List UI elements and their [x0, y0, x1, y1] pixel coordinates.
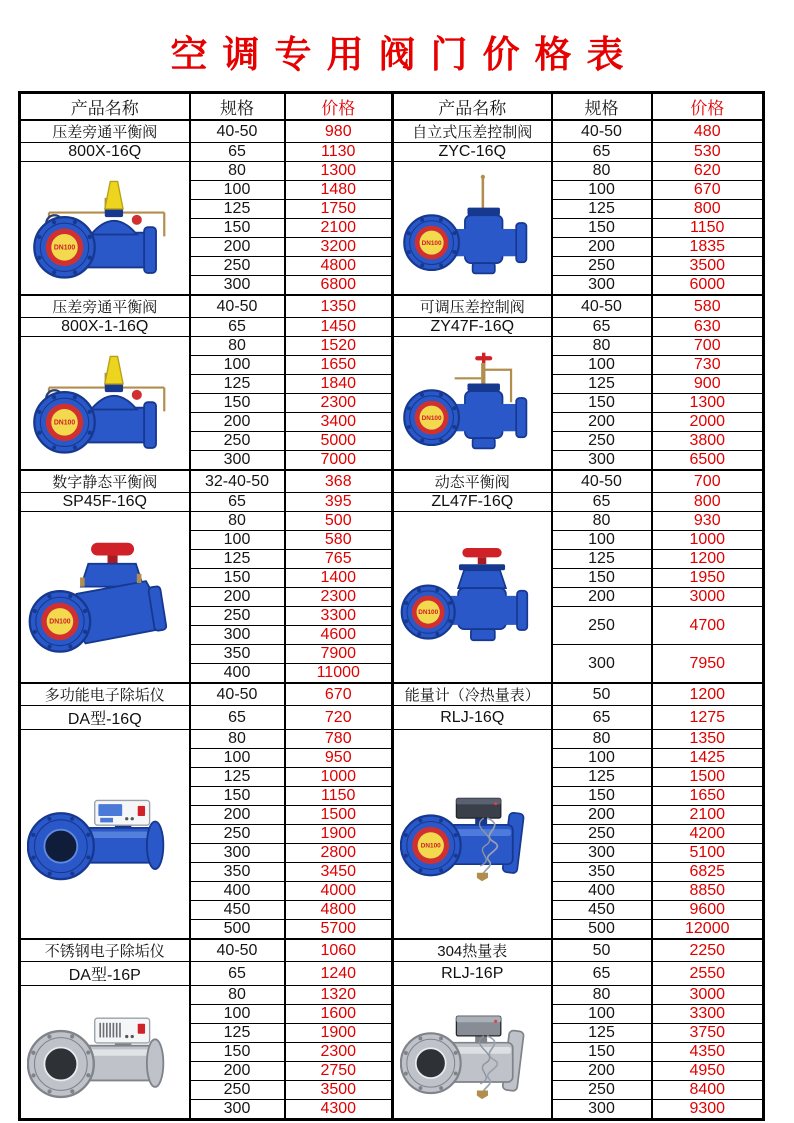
svg-text:DN100: DN100: [421, 414, 442, 422]
spec-cell: 300: [552, 276, 652, 296]
spec-cell: 80: [552, 986, 652, 1005]
spec-cell: 125: [552, 550, 652, 569]
product-image-cell: [393, 730, 552, 940]
price-table: [18, 91, 765, 1121]
table-body: [20, 120, 764, 1120]
price-cell: 800: [652, 493, 764, 512]
spec-cell: 250: [190, 825, 285, 844]
table-row: [20, 318, 764, 337]
product-image-cell: [393, 512, 552, 684]
spec-cell: 100: [552, 1005, 652, 1024]
spec-cell: 300: [190, 1100, 285, 1120]
price-cell: 2750: [285, 1062, 393, 1081]
spec-cell: 400: [190, 882, 285, 901]
price-cell: 1275: [652, 706, 764, 730]
svg-text:DN100: DN100: [49, 618, 71, 626]
spec-cell: 200: [190, 588, 285, 607]
model-cell: RLJ-16Q: [393, 706, 552, 730]
svg-text:DN100: DN100: [53, 419, 76, 427]
heatmeter-blue-image: [395, 734, 550, 935]
spec-cell: 400: [552, 882, 652, 901]
spec-cell: 150: [190, 1043, 285, 1062]
price-cell: 12000: [652, 920, 764, 940]
spec-cell: 100: [190, 1005, 285, 1024]
valve-zyc-image: [395, 165, 550, 291]
price-cell: 1500: [652, 768, 764, 787]
price-cell: 7900: [285, 645, 393, 664]
model-cell: DA型-16P: [20, 962, 190, 986]
model-cell: ZY47F-16Q: [393, 318, 552, 337]
price-cell: 3450: [285, 863, 393, 882]
spec-cell: 200: [190, 806, 285, 825]
spec-cell: 40-50: [190, 683, 285, 706]
spec-cell: 125: [552, 375, 652, 394]
product-image-cell: [20, 730, 190, 940]
spec-cell: 125: [190, 200, 285, 219]
spec-cell: 125: [190, 768, 285, 787]
spec-cell: 80: [552, 337, 652, 356]
price-cell: 4950: [652, 1062, 764, 1081]
table-row: [20, 337, 764, 356]
spec-cell: 50: [552, 683, 652, 706]
col-header-product-right: 产品名称: [393, 93, 552, 121]
spec-cell: 40-50: [552, 120, 652, 143]
spec-cell: 80: [190, 730, 285, 749]
price-cell: 1060: [285, 939, 393, 962]
price-cell: 1520: [285, 337, 393, 356]
price-cell: 3300: [652, 1005, 764, 1024]
table-header: [20, 93, 764, 121]
spec-cell: 300: [552, 844, 652, 863]
price-cell: 730: [652, 356, 764, 375]
spec-cell: 80: [190, 337, 285, 356]
price-cell: 670: [285, 683, 393, 706]
spec-cell: 250: [190, 1081, 285, 1100]
model-cell: ZL47F-16Q: [393, 493, 552, 512]
price-cell: 480: [652, 120, 764, 143]
price-cell: 780: [285, 730, 393, 749]
page-title: 空调专用阀门价格表: [170, 34, 639, 75]
spec-cell: 65: [552, 143, 652, 162]
price-cell: 4000: [285, 882, 393, 901]
price-cell: 11000: [285, 664, 393, 684]
spec-cell: 40-50: [190, 295, 285, 318]
table-row: [20, 493, 764, 512]
price-cell: 580: [652, 295, 764, 318]
price-cell: 4350: [652, 1043, 764, 1062]
table-row: [20, 295, 764, 318]
spec-cell: 350: [552, 863, 652, 882]
table-row: [20, 730, 764, 749]
model-cell: DA型-16Q: [20, 706, 190, 730]
spec-cell: 250: [190, 432, 285, 451]
price-cell: 3300: [285, 607, 393, 626]
price-cell: 2300: [285, 1043, 393, 1062]
price-cell: 620: [652, 162, 764, 181]
spec-cell: 100: [190, 356, 285, 375]
spec-cell: 80: [190, 162, 285, 181]
spec-cell: 400: [190, 664, 285, 684]
price-cell: 765: [285, 550, 393, 569]
product-image-cell: [20, 337, 190, 471]
price-cell: 5700: [285, 920, 393, 940]
svg-text:DN100: DN100: [53, 244, 76, 252]
spec-cell: 125: [552, 768, 652, 787]
spec-cell: 500: [552, 920, 652, 940]
spec-cell: 150: [190, 219, 285, 238]
col-header-spec-left: 规格: [190, 93, 285, 121]
price-cell: 700: [652, 470, 764, 493]
spec-cell: 50: [552, 939, 652, 962]
price-cell: 670: [652, 181, 764, 200]
spec-cell: 300: [190, 844, 285, 863]
spec-cell: 80: [190, 986, 285, 1005]
name-cell: 多功能电子除垢仪: [20, 683, 190, 706]
price-cell: 3000: [652, 986, 764, 1005]
price-cell: 1600: [285, 1005, 393, 1024]
spec-cell: 125: [190, 1024, 285, 1043]
table-row: [20, 120, 764, 143]
spec-cell: 450: [552, 901, 652, 920]
spec-cell: 80: [552, 512, 652, 531]
spec-cell: 65: [552, 318, 652, 337]
price-cell: 630: [652, 318, 764, 337]
model-cell: 800X-16Q: [20, 143, 190, 162]
price-cell: 8850: [652, 882, 764, 901]
table-row: [20, 683, 764, 706]
price-cell: 4300: [285, 1100, 393, 1120]
valve-zy47f-image: [395, 340, 550, 466]
table-row: [20, 962, 764, 986]
price-cell: 930: [652, 512, 764, 531]
spec-cell: 100: [552, 749, 652, 768]
valve-sp45f-image: [22, 515, 188, 678]
spec-cell: 200: [552, 413, 652, 432]
spec-cell: 40-50: [190, 939, 285, 962]
price-cell: 1480: [285, 181, 393, 200]
price-cell: 1950: [652, 569, 764, 588]
pilot-valve-800x-image: [22, 165, 188, 291]
price-cell: 368: [285, 470, 393, 493]
spec-cell: 300: [552, 645, 652, 684]
spec-cell: 250: [552, 825, 652, 844]
header-row: [20, 93, 764, 121]
spec-cell: 300: [190, 626, 285, 645]
price-cell: 1900: [285, 825, 393, 844]
col-header-price-right: 价格: [652, 93, 764, 121]
spec-cell: 80: [552, 162, 652, 181]
name-cell: 不锈钢电子除垢仪: [20, 939, 190, 962]
price-cell: 500: [285, 512, 393, 531]
price-cell: 1900: [285, 1024, 393, 1043]
product-image-cell: [393, 162, 552, 296]
spec-cell: 250: [552, 432, 652, 451]
price-cell: 1150: [652, 219, 764, 238]
price-cell: 530: [652, 143, 764, 162]
col-header-product-left: 产品名称: [20, 93, 190, 121]
spec-cell: 40-50: [552, 470, 652, 493]
spec-cell: 200: [552, 806, 652, 825]
price-cell: 2800: [285, 844, 393, 863]
price-cell: 1000: [285, 768, 393, 787]
table-row: [20, 143, 764, 162]
spec-cell: 150: [190, 394, 285, 413]
spec-cell: 40-50: [190, 120, 285, 143]
name-cell: 压差旁通平衡阀: [20, 295, 190, 318]
spec-cell: 150: [552, 219, 652, 238]
spec-cell: 125: [552, 200, 652, 219]
price-cell: 4800: [285, 257, 393, 276]
spec-cell: 350: [190, 645, 285, 664]
spec-cell: 125: [190, 550, 285, 569]
model-cell: RLJ-16P: [393, 962, 552, 986]
price-cell: 1000: [652, 531, 764, 550]
price-cell: 800: [652, 200, 764, 219]
price-cell: 6800: [285, 276, 393, 296]
price-cell: 900: [652, 375, 764, 394]
spec-cell: 450: [190, 901, 285, 920]
table-row: [20, 470, 764, 493]
name-cell: 304热量表: [393, 939, 552, 962]
spec-cell: 350: [190, 863, 285, 882]
spec-cell: 65: [190, 706, 285, 730]
price-cell: 1425: [652, 749, 764, 768]
price-cell: 2100: [285, 219, 393, 238]
spec-cell: 300: [552, 1100, 652, 1120]
spec-cell: 300: [190, 451, 285, 471]
table-row: [20, 986, 764, 1005]
name-cell: 压差旁通平衡阀: [20, 120, 190, 143]
pilot-valve-800x1-image: [22, 340, 188, 466]
price-cell: 1130: [285, 143, 393, 162]
name-cell: 自立式压差控制阀: [393, 120, 552, 143]
spec-cell: 65: [190, 143, 285, 162]
price-cell: 1400: [285, 569, 393, 588]
product-image-cell: [20, 512, 190, 684]
descaler-steel-image: [22, 989, 188, 1115]
price-cell: 700: [652, 337, 764, 356]
price-cell: 1300: [285, 162, 393, 181]
spec-cell: 65: [552, 493, 652, 512]
product-image-cell: [393, 337, 552, 471]
spec-cell: 150: [190, 569, 285, 588]
price-cell: 3750: [652, 1024, 764, 1043]
price-cell: 4800: [285, 901, 393, 920]
spec-cell: 65: [190, 962, 285, 986]
table-row: [20, 512, 764, 531]
spec-cell: 250: [190, 257, 285, 276]
price-cell: 2300: [285, 394, 393, 413]
price-cell: 3200: [285, 238, 393, 257]
valve-zl47f-image: [395, 515, 550, 678]
name-cell: 能量计（冷热量表）: [393, 683, 552, 706]
spec-cell: 500: [190, 920, 285, 940]
spec-cell: 250: [552, 607, 652, 645]
price-cell: 720: [285, 706, 393, 730]
price-cell: 1650: [652, 787, 764, 806]
price-cell: 395: [285, 493, 393, 512]
spec-cell: 250: [552, 1081, 652, 1100]
price-cell: 1240: [285, 962, 393, 986]
price-cell: 3000: [652, 588, 764, 607]
price-cell: 1835: [652, 238, 764, 257]
price-cell: 6000: [652, 276, 764, 296]
table-row: [20, 706, 764, 730]
price-cell: 5100: [652, 844, 764, 863]
svg-text:DN100: DN100: [417, 609, 438, 617]
price-cell: 2100: [652, 806, 764, 825]
price-cell: 5000: [285, 432, 393, 451]
spec-cell: 200: [552, 588, 652, 607]
price-cell: 3500: [285, 1081, 393, 1100]
spec-cell: 150: [552, 1043, 652, 1062]
price-cell: 2000: [652, 413, 764, 432]
spec-cell: 40-50: [552, 295, 652, 318]
spec-cell: 150: [552, 569, 652, 588]
spec-cell: 200: [190, 238, 285, 257]
price-cell: 1500: [285, 806, 393, 825]
spec-cell: 200: [552, 1062, 652, 1081]
spec-cell: 100: [190, 531, 285, 550]
product-image-cell: [20, 986, 190, 1120]
spec-cell: 80: [552, 730, 652, 749]
price-cell: 1350: [652, 730, 764, 749]
price-cell: 950: [285, 749, 393, 768]
spec-cell: 300: [190, 276, 285, 296]
name-cell: 动态平衡阀: [393, 470, 552, 493]
price-cell: 6825: [652, 863, 764, 882]
price-cell: 6500: [652, 451, 764, 471]
product-image-cell: [393, 986, 552, 1120]
spec-cell: 65: [190, 493, 285, 512]
spec-cell: 100: [552, 531, 652, 550]
name-cell: 数字静态平衡阀: [20, 470, 190, 493]
svg-text:DN100: DN100: [421, 239, 442, 247]
spec-cell: 65: [190, 318, 285, 337]
price-cell: 2250: [652, 939, 764, 962]
spec-cell: 200: [190, 1062, 285, 1081]
price-cell: 7000: [285, 451, 393, 471]
price-cell: 1320: [285, 986, 393, 1005]
spec-cell: 125: [552, 1024, 652, 1043]
spec-cell: 150: [552, 787, 652, 806]
col-header-price-left: 价格: [285, 93, 393, 121]
price-cell: 9600: [652, 901, 764, 920]
spec-cell: 32-40-50: [190, 470, 285, 493]
price-cell: 580: [285, 531, 393, 550]
price-cell: 3400: [285, 413, 393, 432]
model-cell: 800X-1-16Q: [20, 318, 190, 337]
price-cell: 4600: [285, 626, 393, 645]
price-cell: 1750: [285, 200, 393, 219]
product-image-cell: [20, 162, 190, 296]
price-cell: 2300: [285, 588, 393, 607]
spec-cell: 200: [552, 238, 652, 257]
spec-cell: 150: [190, 787, 285, 806]
svg-text:DN100: DN100: [420, 842, 441, 850]
price-cell: 1650: [285, 356, 393, 375]
price-cell: 1840: [285, 375, 393, 394]
price-cell: 980: [285, 120, 393, 143]
name-cell: 可调压差控制阀: [393, 295, 552, 318]
spec-cell: 80: [190, 512, 285, 531]
price-cell: 1300: [652, 394, 764, 413]
spec-cell: 100: [552, 181, 652, 200]
model-cell: SP45F-16Q: [20, 493, 190, 512]
spec-cell: 150: [552, 394, 652, 413]
table-row: [20, 939, 764, 962]
col-header-spec-right: 规格: [552, 93, 652, 121]
spec-cell: 200: [190, 413, 285, 432]
price-cell: 1150: [285, 787, 393, 806]
price-cell: 1350: [285, 295, 393, 318]
spec-cell: 65: [552, 962, 652, 986]
model-cell: ZYC-16Q: [393, 143, 552, 162]
descaler-blue-image: [22, 734, 188, 935]
price-cell: 8400: [652, 1081, 764, 1100]
price-cell: 2550: [652, 962, 764, 986]
price-cell: 1200: [652, 683, 764, 706]
price-cell: 1450: [285, 318, 393, 337]
price-cell: 4700: [652, 607, 764, 645]
spec-cell: 125: [190, 375, 285, 394]
price-cell: 7950: [652, 645, 764, 684]
table-row: [20, 162, 764, 181]
price-cell: 3800: [652, 432, 764, 451]
heatmeter-steel-image: [395, 989, 550, 1115]
price-cell: 1200: [652, 550, 764, 569]
spec-cell: 250: [552, 257, 652, 276]
spec-cell: 300: [552, 451, 652, 471]
spec-cell: 65: [552, 706, 652, 730]
spec-cell: 100: [190, 181, 285, 200]
spec-cell: 250: [190, 607, 285, 626]
price-cell: 4200: [652, 825, 764, 844]
spec-cell: 100: [552, 356, 652, 375]
spec-cell: 100: [190, 749, 285, 768]
price-cell: 9300: [652, 1100, 764, 1120]
price-cell: 3500: [652, 257, 764, 276]
